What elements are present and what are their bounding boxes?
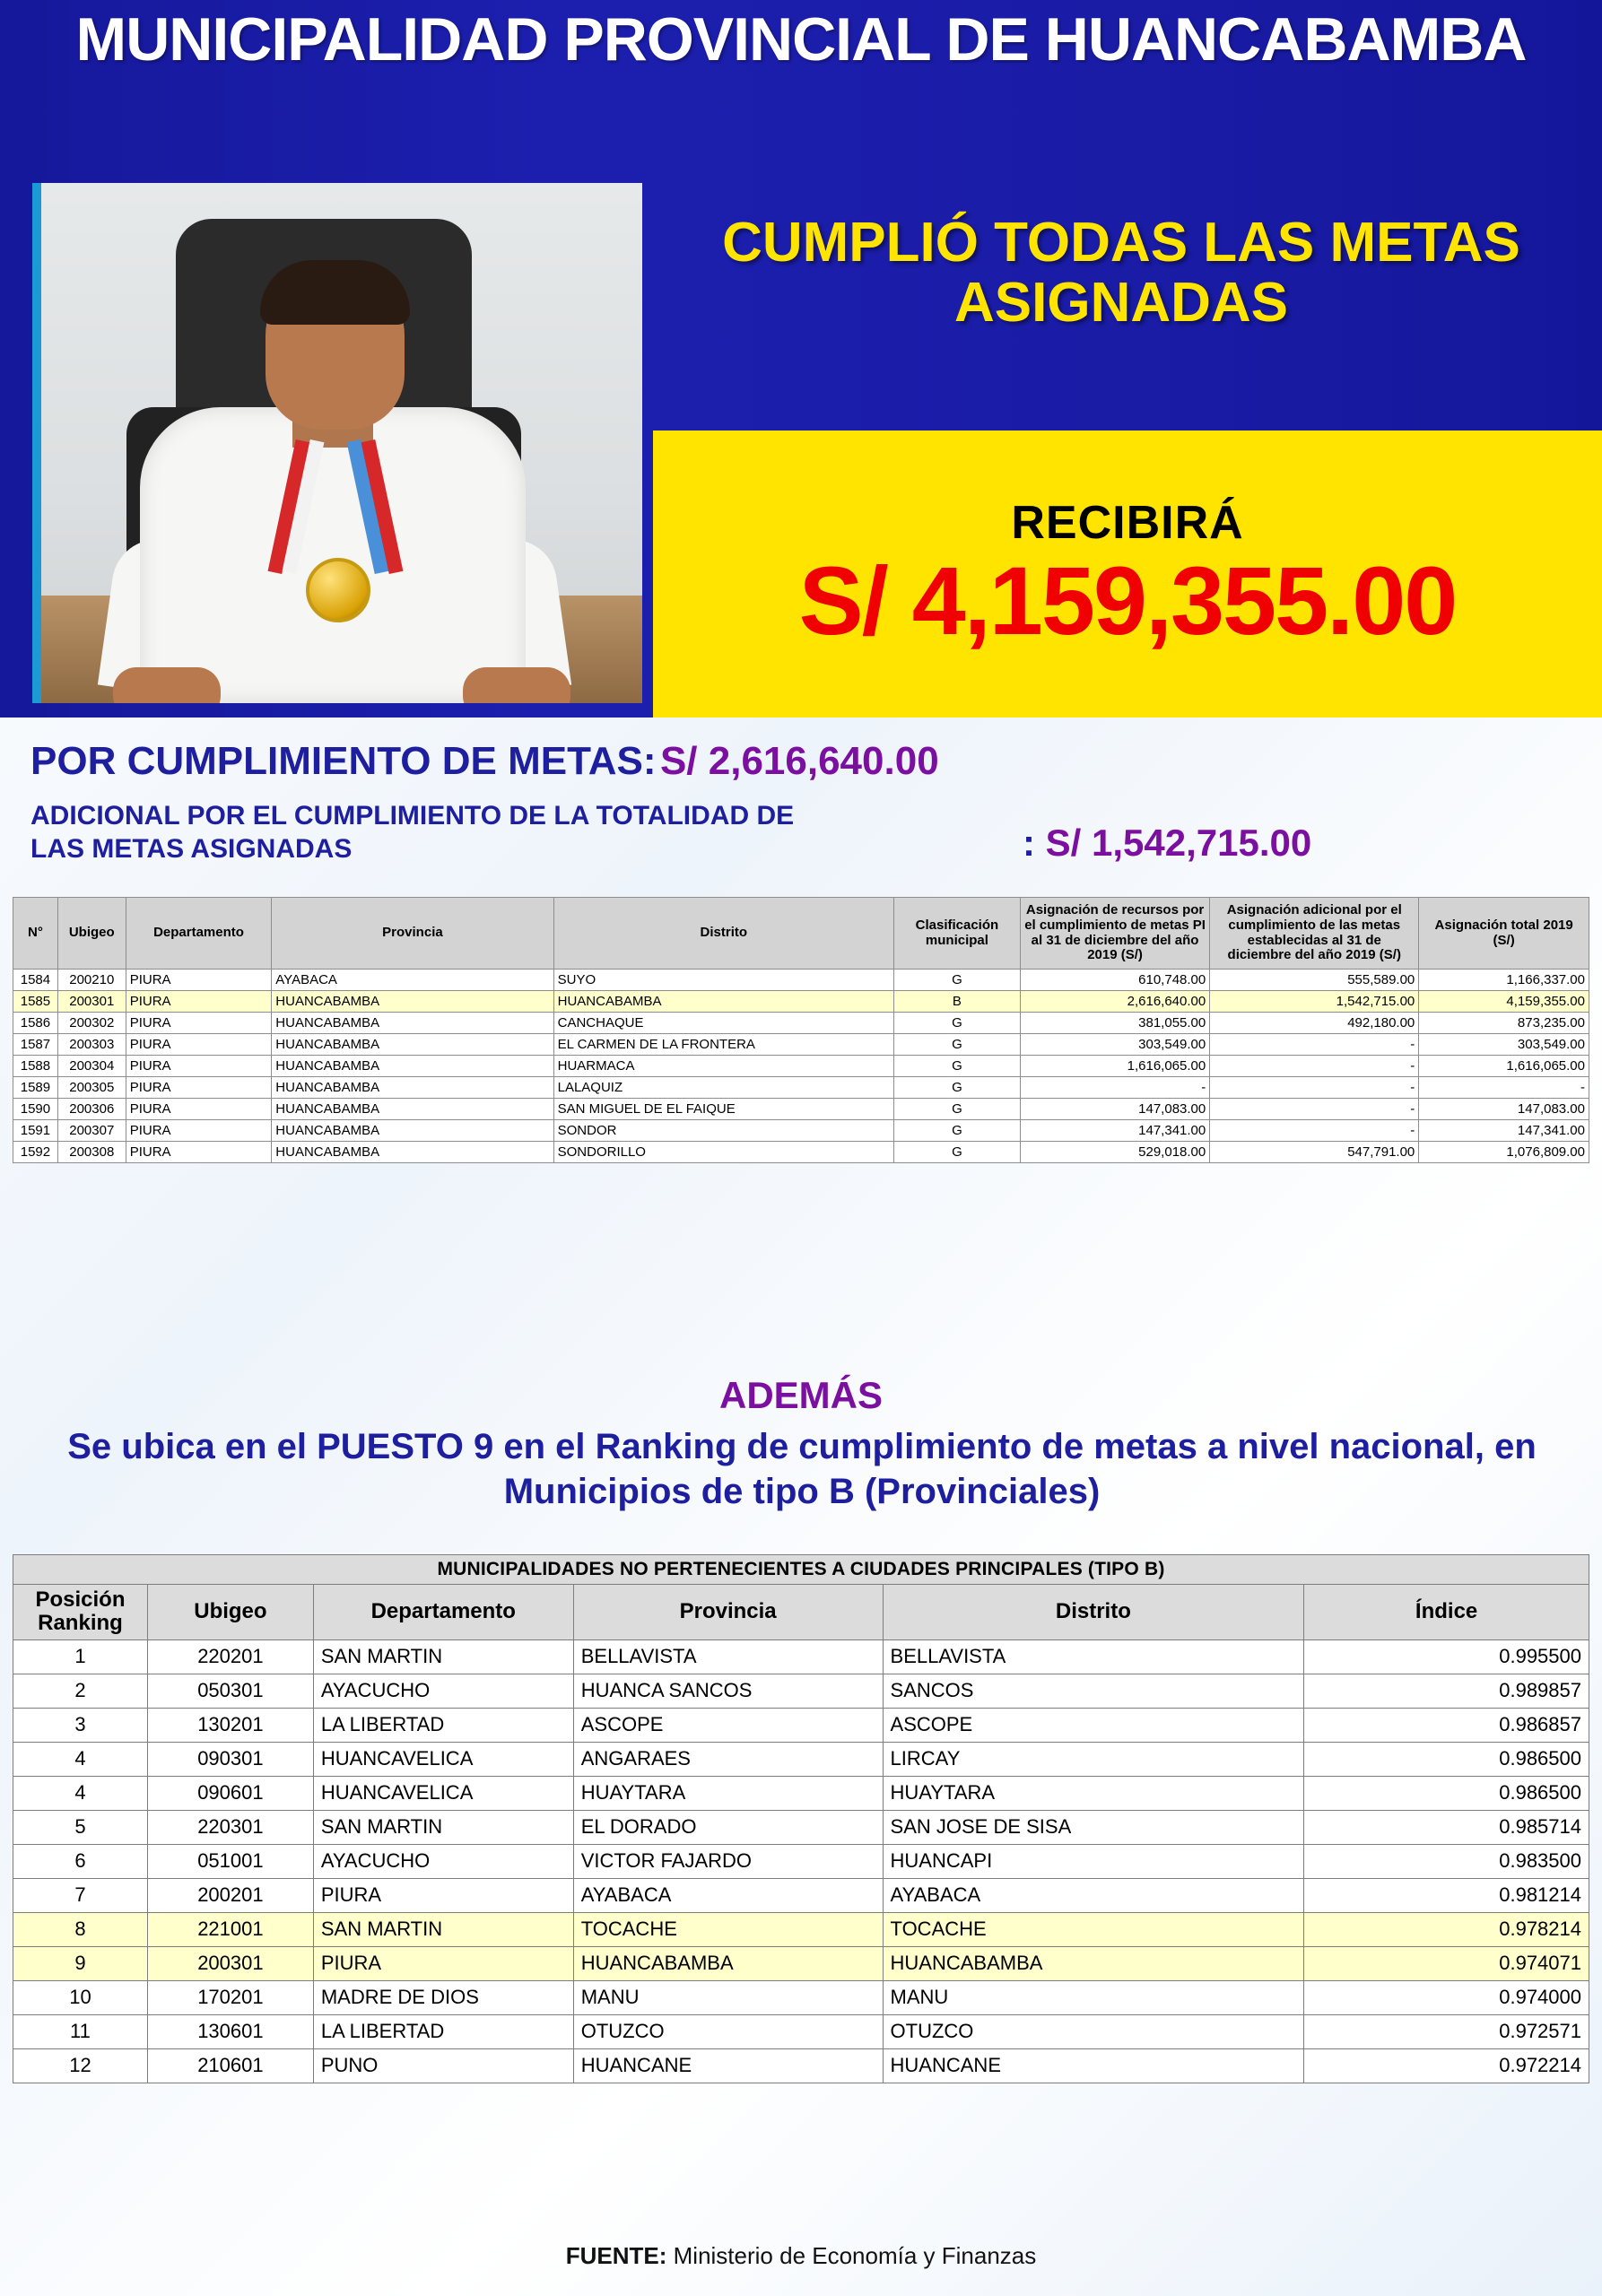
cell-ubigeo: 130601 [147,2014,313,2048]
amount-panel [653,430,1602,718]
cell-prov: HUANCA SANCOS [573,1674,883,1708]
summary-metas-value: S/ 2,616,640.00 [659,739,939,783]
cell-n: 1585 [13,991,58,1013]
cell-n: 1592 [13,1142,58,1163]
cell-dep: PIURA [126,1142,272,1163]
cell-dist: AYABACA [883,1878,1304,1912]
cell-dist: HUANCABAMBA [883,1946,1304,1980]
cell-n: 1587 [13,1034,58,1056]
cell-adic: 1,542,715.00 [1210,991,1419,1013]
cell-pos: 4 [13,1742,148,1776]
summary-section [0,723,1602,889]
cell-pos: 10 [13,1980,148,2014]
ranking-table-body [13,1639,1589,2083]
col-posicion-ranking: Posición Ranking [13,1585,148,1640]
ranking-table-caption: MUNICIPALIDADES NO PERTENECIENTES A CIUDADES PRINCIPALES (TIPO B) [13,1555,1589,1585]
person-hair-shape [260,260,410,325]
cell-dist: HUANCANE [883,2048,1304,2083]
cell-total: 873,235.00 [1419,1013,1589,1034]
cell-dep: PUNO [313,2048,573,2083]
cell-clas: G [893,1142,1020,1163]
assignments-table-body [13,970,1589,1163]
cell-dep: SAN MARTIN [313,1639,573,1674]
col-departamento: Departamento [126,898,272,970]
total-amount: S/ 4,159,355.00 [798,546,1457,656]
cell-prov: HUANCABAMBA [272,991,553,1013]
mayor-photo [32,183,642,703]
cell-indice: 0.972571 [1304,2014,1589,2048]
cell-ubigeo: 200210 [57,970,126,991]
cell-prov: ANGARAES [573,1742,883,1776]
cell-indice: 0.983500 [1304,1844,1589,1878]
cell-adic: - [1210,1056,1419,1077]
table-row [13,1013,1589,1034]
cell-dep: PIURA [126,1120,272,1142]
cell-clas: G [893,970,1020,991]
cell-dep: PIURA [126,1077,272,1099]
cell-dep: PIURA [126,1034,272,1056]
cell-dist: MANU [883,1980,1304,2014]
table-row [13,1844,1589,1878]
cell-ubigeo: 200304 [57,1056,126,1077]
col-asignacion-adicional: Asignación adicional por el cumplimiento de las metas establecidas al 31 de diciembre del año 2019 (S/) [1210,898,1419,970]
table-row [13,1674,1589,1708]
cell-pos: 11 [13,2014,148,2048]
cell-metas: 1,616,065.00 [1020,1056,1209,1077]
col-n: N° [13,898,58,970]
cell-metas: - [1020,1077,1209,1099]
cell-adic: - [1210,1077,1419,1099]
col-asignacion-total: Asignación total 2019 (S/) [1419,898,1589,970]
ranking-table-caption-row [13,1555,1589,1585]
cell-ubigeo: 220301 [147,1810,313,1844]
cell-prov: HUANCABAMBA [573,1946,883,1980]
cell-ubigeo: 200308 [57,1142,126,1163]
col-distrito-2: Distrito [883,1585,1304,1640]
cell-pos: 1 [13,1639,148,1674]
cell-pos: 2 [13,1674,148,1708]
table-row [13,1980,1589,2014]
cell-pos: 7 [13,1878,148,1912]
col-provincia-2: Provincia [573,1585,883,1640]
summary-adicional-label: ADICIONAL POR EL CUMPLIMIENTO DE LA TOTALIDAD DE LAS METAS ASIGNADAS [30,801,795,864]
table-row [13,1034,1589,1056]
cell-prov: HUANCABAMBA [272,1056,553,1077]
ranking-table-wrapper [13,1554,1589,2083]
cell-ubigeo: 221001 [147,1912,313,1946]
hand-left-shape [113,667,221,703]
medal-icon [306,558,370,622]
col-distrito: Distrito [553,898,893,970]
cell-dist: CANCHAQUE [553,1013,893,1034]
table-row [13,991,1589,1013]
cell-metas: 381,055.00 [1020,1013,1209,1034]
cell-dist: HUANCABAMBA [553,991,893,1013]
cell-prov: HUANCABAMBA [272,1013,553,1034]
cell-adic: 555,589.00 [1210,970,1419,991]
cell-ubigeo: 200305 [57,1077,126,1099]
ranking-table [13,1554,1589,2083]
cell-indice: 0.986500 [1304,1742,1589,1776]
assignments-table-wrapper [13,897,1589,1163]
table-row [13,1776,1589,1810]
source-value: Ministerio de Economía y Finanzas [673,2242,1037,2269]
cell-prov: OTUZCO [573,2014,883,2048]
table-row [13,1099,1589,1120]
summary-adicional-colon: : [1023,822,1035,864]
cell-ubigeo: 220201 [147,1639,313,1674]
table-row [13,1120,1589,1142]
person-body-shape [140,407,526,703]
cell-adic: - [1210,1034,1419,1056]
cell-prov: VICTOR FAJARDO [573,1844,883,1878]
cell-total: 147,083.00 [1419,1099,1589,1120]
cell-total: 4,159,355.00 [1419,991,1589,1013]
cell-clas: G [893,1120,1020,1142]
cell-total: 147,341.00 [1419,1120,1589,1142]
table-row [13,1639,1589,1674]
cell-dist: EL CARMEN DE LA FRONTERA [553,1034,893,1056]
cell-prov: AYABACA [573,1878,883,1912]
summary-adicional-row [1023,822,1311,865]
header-band [0,0,1602,718]
cell-prov: HUANCABAMBA [272,1034,553,1056]
ranking-statement: Se ubica en el PUESTO 9 en el Ranking de cumplimiento de metas a nivel nacional, en Municipios de tipo B (Provinciales) [67,1427,1537,1511]
col-provincia: Provincia [272,898,553,970]
cell-total: - [1419,1077,1589,1099]
cell-ubigeo: 200301 [57,991,126,1013]
cell-prov: HUANCANE [573,2048,883,2083]
cell-adic: 492,180.00 [1210,1013,1419,1034]
source-label: FUENTE: [565,2242,667,2269]
cell-prov: HUANCABAMBA [272,1120,553,1142]
cell-ubigeo: 090601 [147,1776,313,1810]
cell-pos: 3 [13,1708,148,1742]
cell-metas: 2,616,640.00 [1020,991,1209,1013]
cell-indice: 0.972214 [1304,2048,1589,2083]
cell-dep: PIURA [126,1099,272,1120]
cell-metas: 610,748.00 [1020,970,1209,991]
cell-pos: 5 [13,1810,148,1844]
cell-ubigeo: 210601 [147,2048,313,2083]
cell-dep: PIURA [126,991,272,1013]
cell-dist: SAN MIGUEL DE EL FAIQUE [553,1099,893,1120]
cell-dist: LALAQUIZ [553,1077,893,1099]
cell-dist: LIRCAY [883,1742,1304,1776]
cell-dep: HUANCAVELICA [313,1776,573,1810]
cell-adic: - [1210,1120,1419,1142]
cell-dist: SONDORILLO [553,1142,893,1163]
page-title: MUNICIPALIDAD PROVINCIAL DE HUANCABAMBA [75,5,1527,74]
ranking-table-header-row [13,1585,1589,1640]
cell-prov: EL DORADO [573,1810,883,1844]
cell-indice: 0.974071 [1304,1946,1589,1980]
cell-dist: OTUZCO [883,2014,1304,2048]
cell-dep: MADRE DE DIOS [313,1980,573,2014]
cell-n: 1588 [13,1056,58,1077]
cell-prov: HUAYTARA [573,1776,883,1810]
cell-total: 303,549.00 [1419,1034,1589,1056]
table-row [13,1912,1589,1946]
col-ubigeo-2: Ubigeo [147,1585,313,1640]
table-row [13,1142,1589,1163]
header-subtitle: CUMPLIÓ TODAS LAS METAS ASIGNADAS [722,212,1520,334]
cell-prov: MANU [573,1980,883,2014]
cell-ubigeo: 200301 [147,1946,313,1980]
cell-metas: 147,341.00 [1020,1120,1209,1142]
cell-clas: G [893,1034,1020,1056]
table-row [13,2048,1589,2083]
summary-adicional-value: S/ 1,542,715.00 [1045,822,1312,864]
cell-prov: TOCACHE [573,1912,883,1946]
source-note [0,2242,1602,2270]
cell-n: 1586 [13,1013,58,1034]
cell-clas: G [893,1077,1020,1099]
cell-ubigeo: 130201 [147,1708,313,1742]
col-indice: Índice [1304,1585,1589,1640]
cell-dep: PIURA [313,1946,573,1980]
cell-indice: 0.978214 [1304,1912,1589,1946]
cell-metas: 147,083.00 [1020,1099,1209,1120]
cell-indice: 0.995500 [1304,1639,1589,1674]
cell-pos: 6 [13,1844,148,1878]
cell-ubigeo: 200303 [57,1034,126,1056]
col-ubigeo: Ubigeo [57,898,126,970]
cell-prov: HUANCABAMBA [272,1099,553,1120]
cell-pos: 8 [13,1912,148,1946]
cell-clas: G [893,1013,1020,1034]
cell-indice: 0.985714 [1304,1810,1589,1844]
cell-indice: 0.986500 [1304,1776,1589,1810]
cell-pos: 4 [13,1776,148,1810]
cell-dep: AYACUCHO [313,1844,573,1878]
cell-ubigeo: 200302 [57,1013,126,1034]
cell-dist: HUANCAPI [883,1844,1304,1878]
cell-n: 1589 [13,1077,58,1099]
cell-dep: SAN MARTIN [313,1912,573,1946]
cell-clas: G [893,1099,1020,1120]
cell-ubigeo: 200201 [147,1878,313,1912]
cell-dist: SONDOR [553,1120,893,1142]
table-row [13,1708,1589,1742]
cell-pos: 12 [13,2048,148,2083]
cell-metas: 529,018.00 [1020,1142,1209,1163]
cell-dist: TOCACHE [883,1912,1304,1946]
cell-ubigeo: 050301 [147,1674,313,1708]
cell-dep: SAN MARTIN [313,1810,573,1844]
table-row [13,970,1589,991]
table-row [13,1946,1589,1980]
col-asignacion-metas: Asignación de recursos por el cumplimiento de metas PI al 31 de diciembre del año 2019 (S/) [1020,898,1209,970]
ademas-title: ADEMÁS [718,1374,883,1416]
cell-indice: 0.974000 [1304,1980,1589,2014]
cell-dist: ASCOPE [883,1708,1304,1742]
table-row [13,1077,1589,1099]
cell-dist: HUARMACA [553,1056,893,1077]
cell-total: 1,076,809.00 [1419,1142,1589,1163]
cell-n: 1584 [13,970,58,991]
table-row [13,1056,1589,1077]
table-row [13,1742,1589,1776]
cell-adic: 547,791.00 [1210,1142,1419,1163]
table-row [13,1810,1589,1844]
hand-right-shape [463,667,570,703]
cell-dist: SAN JOSE DE SISA [883,1810,1304,1844]
cell-dep: LA LIBERTAD [313,1708,573,1742]
summary-metas-label: POR CUMPLIMIENTO DE METAS: [30,739,657,783]
cell-prov: BELLAVISTA [573,1639,883,1674]
cell-total: 1,166,337.00 [1419,970,1589,991]
cell-dist: BELLAVISTA [883,1639,1304,1674]
cell-indice: 0.989857 [1304,1674,1589,1708]
cell-ubigeo: 051001 [147,1844,313,1878]
assignments-table [13,897,1589,1163]
cell-dep: PIURA [313,1878,573,1912]
cell-dep: PIURA [126,1056,272,1077]
recibira-label: RECIBIRÁ [1011,497,1244,550]
cell-clas: G [893,1056,1020,1077]
cell-prov: HUANCABAMBA [272,1142,553,1163]
cell-n: 1591 [13,1120,58,1142]
cell-prov: HUANCABAMBA [272,1077,553,1099]
cell-dep: AYACUCHO [313,1674,573,1708]
col-clasificacion: Clasificación municipal [893,898,1020,970]
cell-ubigeo: 170201 [147,1980,313,2014]
cell-ubigeo: 090301 [147,1742,313,1776]
cell-clas: B [893,991,1020,1013]
cell-pos: 9 [13,1946,148,1980]
cell-dep: HUANCAVELICA [313,1742,573,1776]
cell-dist: SANCOS [883,1674,1304,1708]
table-row [13,2014,1589,2048]
cell-dep: PIURA [126,970,272,991]
cell-adic: - [1210,1099,1419,1120]
cell-prov: AYABACA [272,970,553,991]
summary-metas-row [30,739,1582,784]
assignments-table-header-row [13,898,1589,970]
cell-n: 1590 [13,1099,58,1120]
cell-dep: PIURA [126,1013,272,1034]
cell-prov: ASCOPE [573,1708,883,1742]
cell-dist: HUAYTARA [883,1776,1304,1810]
table-row [13,1878,1589,1912]
col-departamento-2: Departamento [313,1585,573,1640]
cell-ubigeo: 200306 [57,1099,126,1120]
cell-dist: SUYO [553,970,893,991]
cell-indice: 0.986857 [1304,1708,1589,1742]
cell-dep: LA LIBERTAD [313,2014,573,2048]
cell-total: 1,616,065.00 [1419,1056,1589,1077]
cell-ubigeo: 200307 [57,1120,126,1142]
cell-indice: 0.981214 [1304,1878,1589,1912]
cell-metas: 303,549.00 [1020,1034,1209,1056]
